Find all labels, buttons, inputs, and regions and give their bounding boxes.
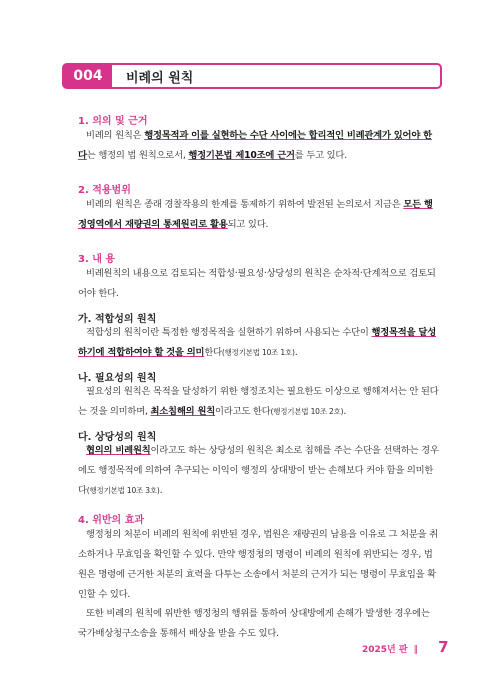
citation: (행정기본법 10조 1호) bbox=[221, 348, 295, 357]
text: . bbox=[343, 406, 347, 417]
section-header bbox=[62, 63, 442, 89]
text: 이라고도 한다 bbox=[215, 406, 271, 417]
emphasis: 협의의 비례원칙 bbox=[86, 445, 151, 456]
text: 필요성의 원칙은 목적을 달성하기 위한 행정조치는 필요한도 이상으로 행해져서는 안 된다는 것을 의미하며, bbox=[78, 386, 439, 417]
paragraph-da bbox=[78, 441, 440, 501]
text: 되고 있다. bbox=[227, 219, 269, 230]
footer-divider: ‖ bbox=[413, 645, 419, 655]
text: 비례의 원칙은 bbox=[86, 130, 145, 141]
subheading-ga: 가. 적합성의 원칙 bbox=[78, 314, 157, 325]
text: 적합성의 원칙이란 특정한 행정목적을 실현하기 위하여 사용되는 수단이 bbox=[86, 327, 372, 338]
paragraph-4a: 행정청의 처분이 비례의 원칙에 위반된 경우, 법원은 재량권의 남용을 이유로 그 처분을 취소하거나 무효임을 확인할 수 있다. 만약 행정청의 명령이 비례의 원칙에 위반되는 경우, 법원은 명령에 근거한 처분의 효력을 다투는 소송에서 처분의 근거가 되는 명령이 무효임을 확인할 수 있다. bbox=[78, 529, 438, 600]
page-number: 7 bbox=[438, 638, 449, 656]
text: . bbox=[159, 485, 163, 496]
emphasis: 모든 행정영역에서 재량권의 통제원리로 활용 bbox=[78, 199, 433, 230]
text: 이라고도 하는 상당성의 원칙은 최소로 침해를 주는 수단을 선택하는 경우에도 행정목적에 의하여 추구되는 이익이 행정의 상대방이 받는 손해보다 커야 함을 의미한다 bbox=[78, 445, 439, 496]
heading-3: 3. 내 용 bbox=[78, 254, 116, 265]
paragraph-na bbox=[78, 382, 440, 422]
paragraph-ga bbox=[78, 323, 440, 363]
paragraph-1 bbox=[78, 126, 440, 166]
paragraph-4b: 또한 비례의 원칙에 위반한 행정청의 행위를 통하여 상대방에게 손해가 발생한 경우에는 국가배상청구소송을 통해서 배상을 받을 수도 있다. bbox=[78, 608, 430, 639]
heading-4: 4. 위반의 효과 bbox=[78, 515, 145, 526]
section-title: 비례의 원칙 bbox=[126, 70, 194, 86]
subheading-na: 나. 필요성의 원칙 bbox=[78, 373, 157, 384]
text: 한다 bbox=[204, 347, 222, 358]
emphasis: 행정목적과 이를 실현하는 수단 사이에는 합리적인 비례관계가 있어야 한다 bbox=[78, 130, 432, 161]
page-footer bbox=[362, 638, 449, 656]
emphasis: 행정목적을 달성하기에 적합하여야 할 것을 의미 bbox=[78, 327, 436, 358]
citation: (행정기본법 10조 3호) bbox=[86, 486, 160, 495]
text: 를 두고 있다. bbox=[294, 150, 347, 161]
paragraph-3: 비례원칙의 내용으로 검토되는 적합성·필요성·상당성의 원칙은 순차적·단계적으로 검토되어야 한다. bbox=[78, 268, 436, 299]
text: . bbox=[294, 347, 298, 358]
subheading-da: 다. 상당성의 원칙 bbox=[78, 432, 157, 443]
section-number: 004 bbox=[64, 65, 112, 87]
emphasis: 최소침해의 원칙 bbox=[150, 406, 216, 417]
paragraph-2 bbox=[78, 195, 440, 235]
emphasis: 행정기본법 제10조에 근거 bbox=[188, 150, 295, 161]
text: 는 행정의 법 원칙으로서, bbox=[86, 150, 189, 161]
edition-label: 2025년 판 bbox=[362, 645, 408, 655]
heading-2: 2. 적용범위 bbox=[78, 185, 131, 196]
heading-1: 1. 의의 및 근거 bbox=[78, 116, 148, 127]
citation: (행정기본법 10조 2호) bbox=[270, 407, 344, 416]
text: 비례의 원칙은 종래 경찰작용의 한계를 통제하기 위하여 발전된 논의로서 지금은 bbox=[86, 199, 404, 210]
